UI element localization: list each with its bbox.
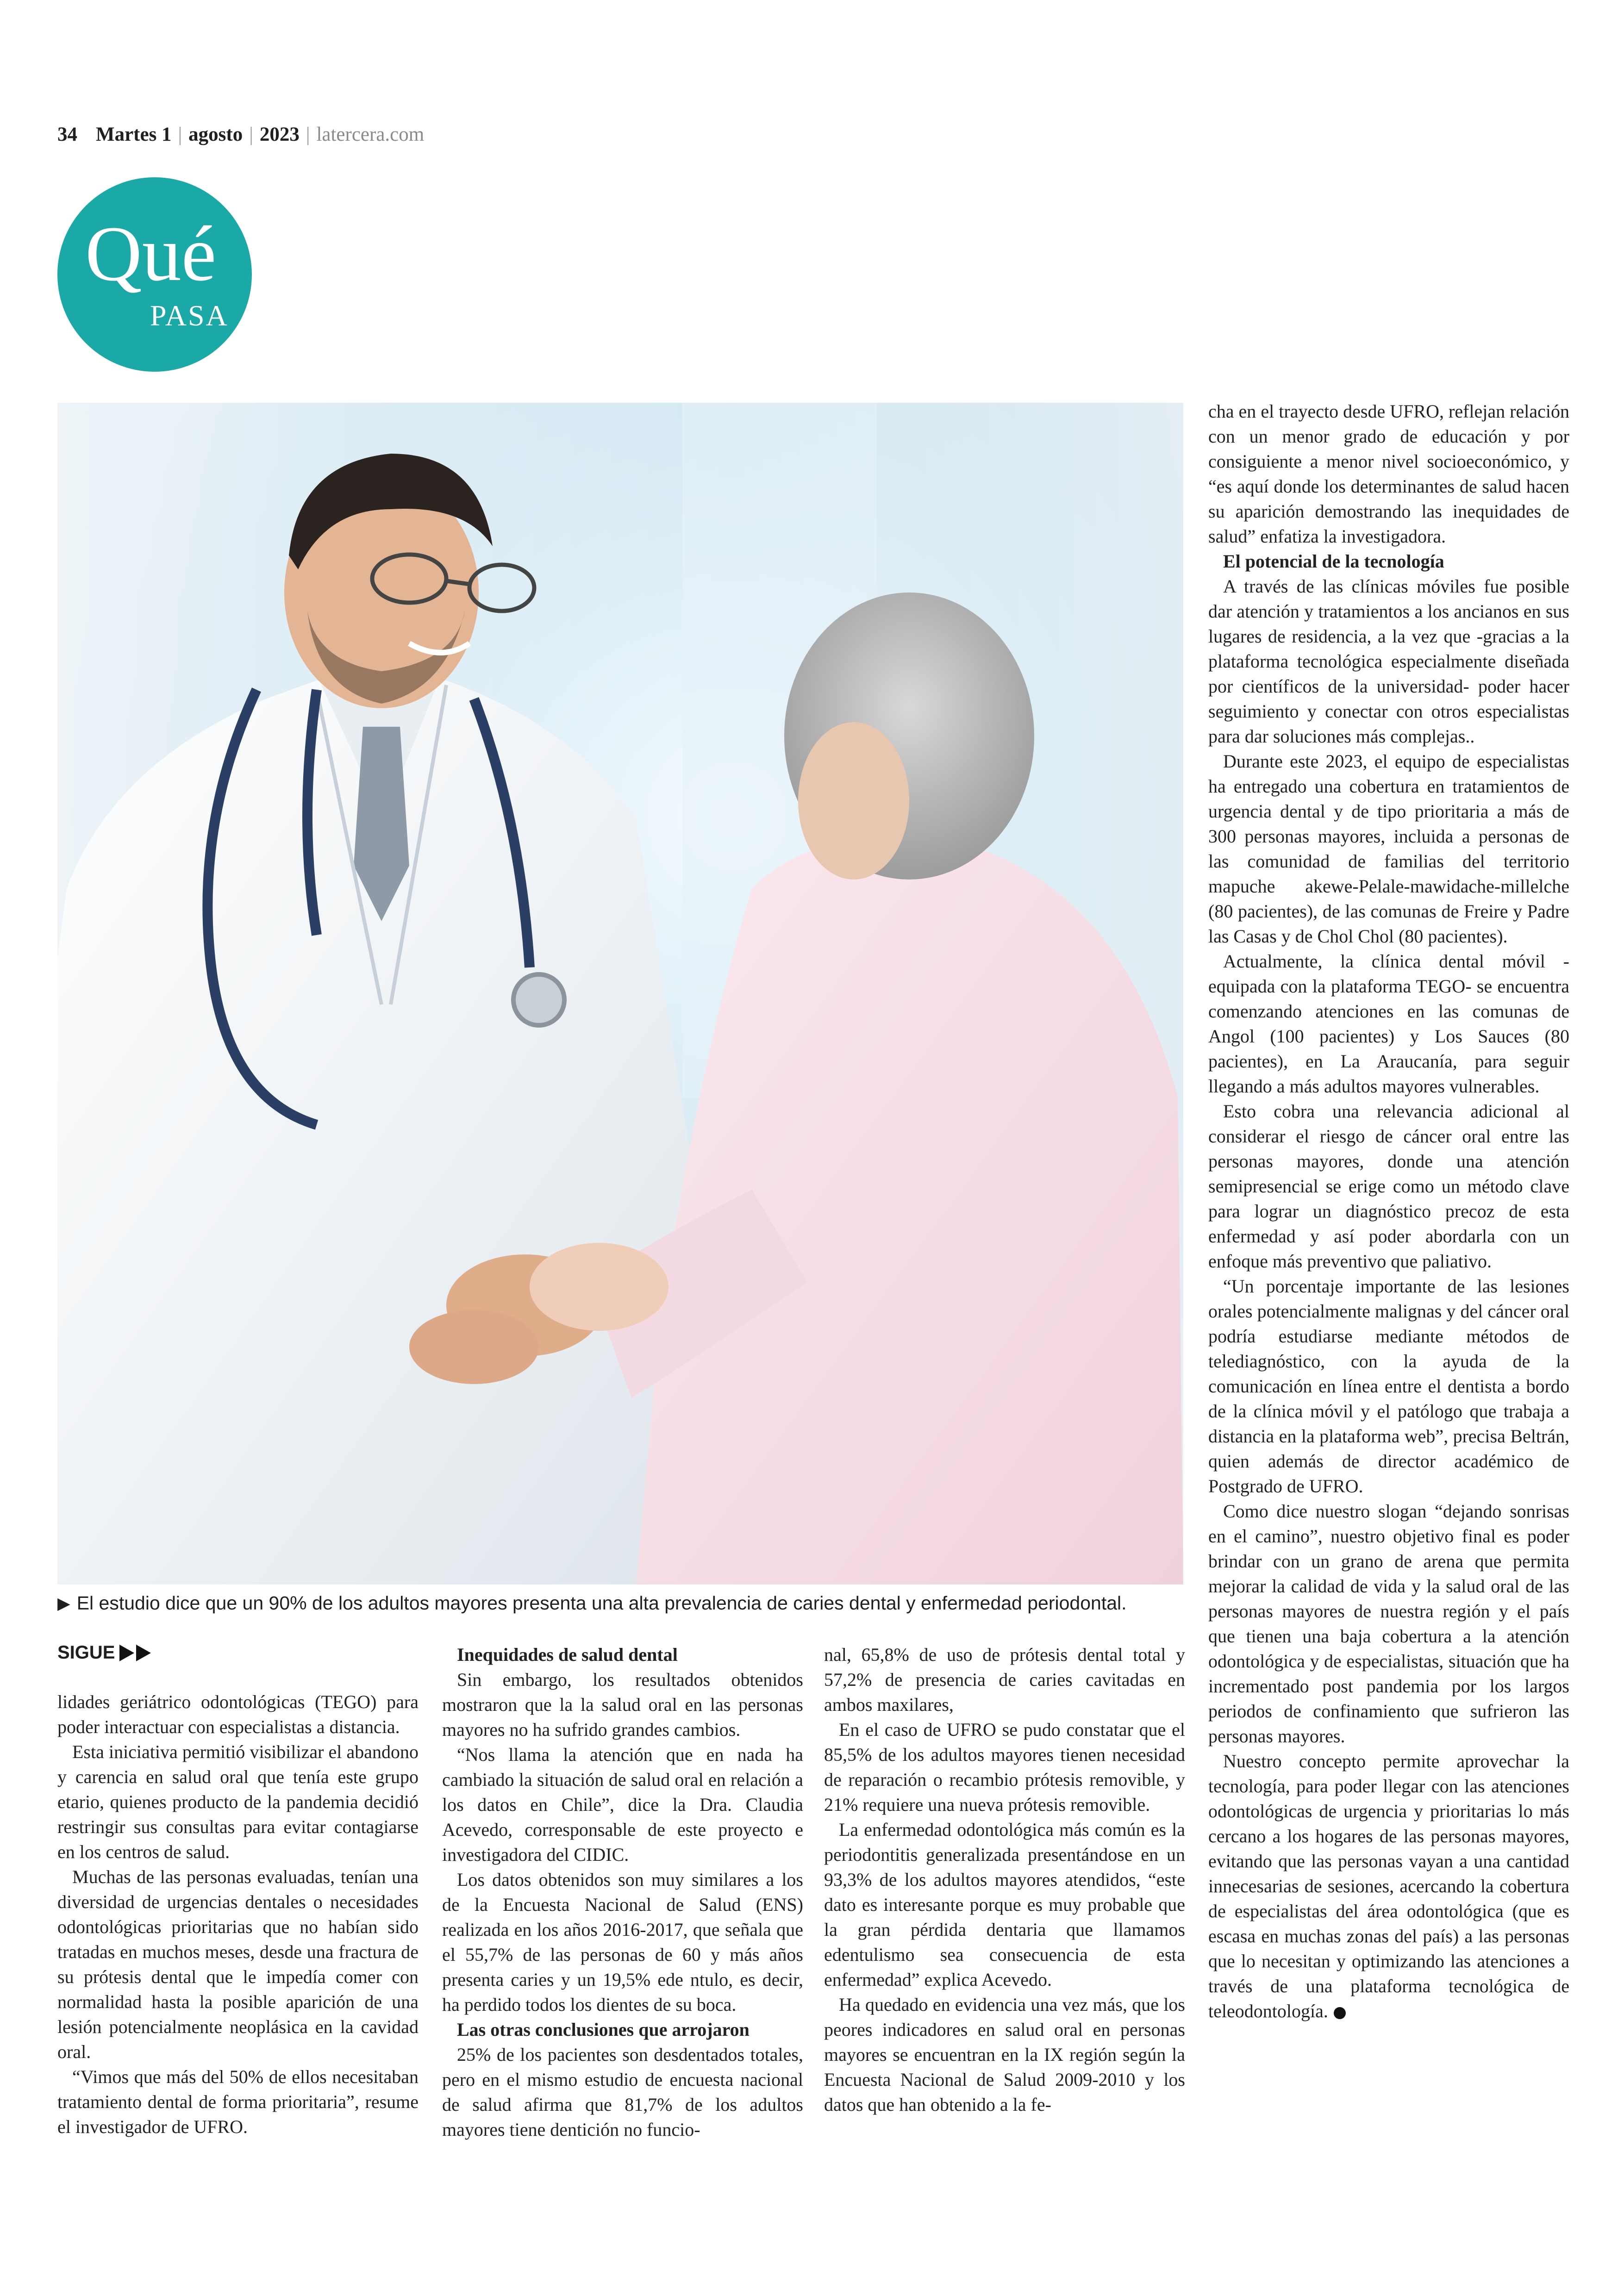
article-column-2: [442, 1642, 803, 2142]
header-separator: |: [306, 124, 310, 145]
que-pasa-logo: [57, 177, 252, 372]
end-mark-icon: [1334, 2007, 1346, 2019]
paragraph: cha en el trayecto desde UFRO, reflejan relación con un menor grado de educación y por consiguiente a menor nivel socioeconómico, y “es aquí donde los determinantes de salud hacen su aparición demostrando las inequidades de salud” enfatiza la investigadora.: [1208, 401, 1569, 547]
paragraph: Muchas de las personas evaluadas, tenían una diversidad de urgencias dentales o necesidades odontológicas prioritarias que no habían sido tratadas en muchos meses, desde una fractura de su prótesis dental que le impedía comer con normalidad hasta la posible aparición de una lesión potencialmente neoplásica en la cavidad oral.: [57, 1866, 418, 2062]
logo-main-text: Qué: [85, 210, 217, 297]
paragraph: 25% de los pacientes son desdentados totales, pero en el mismo estudio de encuesta nacional de salud afirma que 81,7% de los adultos mayores tiene dentición no funcio-: [442, 2044, 803, 2140]
site-name: latercera.com: [316, 124, 425, 145]
page-header: [57, 123, 424, 151]
paragraph: Esto cobra una relevancia adicional al considerar el riesgo de cáncer oral entre las personas mayores, donde una atención semipresencial se erige como un método clave para lograr un diagnóstico precoz de esta enfermedad y así poder abordarla con un enfoque más preventivo que paliativo.: [1208, 1101, 1569, 1272]
paragraph: Actualmente, la clínica dental móvil -equipada con la plataforma TEGO- se encuentra comenzando atenciones en las comunas de Angol (100 pacientes) y Los Sauces (80 pacientes), en La Araucanía, para seguir llegando a más adultos mayores vulnerables.: [1208, 951, 1569, 1097]
article-column-1: [57, 1690, 418, 2139]
date-month: agosto: [188, 124, 243, 145]
sigue-label: SIGUE: [57, 1642, 115, 1663]
paragraph: “Vimos que más del 50% de ellos necesitaban tratamiento dental de forma prioritaria”, resume el investigador de UFRO.: [57, 2066, 418, 2137]
paragraph: “Un porcentaje importante de las lesiones orales potencialmente malignas y del cáncer oral podría estudiarse mediante métodos de telediagnóstico, con la ayuda de la comunicación en línea entre el dentista a bordo de la clínica móvil y el patólogo que trabaja a distancia en la plataforma web”, precisa Beltrán, quien además de director académico de Postgrado de UFRO.: [1208, 1276, 1569, 1497]
paragraph: Como dice nuestro slogan “dejando sonrisas en el camino”, nuestro objetivo final es poder brindar con un grano de arena que permita mejorar la calidad de vida y la salud oral de las personas mayores de nuestra región y el país que tienen una baja cobertura a la atención odontológica y de especialistas, situación que ha incrementado post pandemia por los largos periodos de confinamiento que sufrieron las personas mayores.: [1208, 1501, 1569, 1746]
photo-caption: [57, 1592, 1187, 1614]
header-separator: |: [178, 124, 182, 145]
paragraph: Esta iniciativa permitió visibilizar el abandono y carencia en salud oral que tenía este grupo etario, quienes producto de la pandemia decidió restringir sus consultas para evitar contagiarse en los centros de salud.: [57, 1741, 418, 1862]
doctor-patient-photo: [57, 403, 1183, 1584]
paragraph: La enfermedad odontológica más común es la periodontitis generalizada presentándose en un 93,3% de los adultos mayores atendidos, “este dato es interesante porque es muy probable que la gran pérdida dentaria que llamamos edentulismo sea consecuencia de esta enfermedad” explica Acevedo.: [824, 1819, 1185, 1990]
date-day: Martes 1: [96, 124, 172, 145]
caption-text: El estudio dice que un 90% de los adultos mayores presenta una alta prevalencia de caries dental y enfermedad periodontal.: [76, 1592, 1127, 1614]
section-heading: Las otras conclusiones que arrojaron: [457, 2019, 750, 2040]
paragraph: [1208, 1749, 1569, 2024]
paragraph: Los datos obtenidos son muy similares a los de la Encuesta Nacional de Salud (ENS) realizada en los años 2016-2017, que señala que el 55,7% de las personas de 60 y más años presenta caries y un 19,5% ede ntulo, es decir, ha perdido todos los dientes de su boca.: [442, 1869, 803, 2015]
paragraph: Sin embargo, los resultados obtenidos mostraron que la la salud oral en las personas mayores no ha sufrido grandes cambios.: [442, 1669, 803, 1740]
article-column-3: [824, 1642, 1185, 2117]
paragraph: “Nos llama la atención que en nada ha cambiado la situación de salud oral en relación a los datos en Chile”, dice la Dra. Claudia Acevedo, corresponsable de este proyecto e investigadora del CIDIC.: [442, 1744, 803, 1865]
paragraph: nal, 65,8% de uso de prótesis dental total y 57,2% de presencia de caries cavitadas en ambos maxilares,: [824, 1644, 1185, 1715]
logo-sub-text: PASA: [150, 299, 229, 332]
paragraph: Durante este 2023, el equipo de especialistas ha entregado una cobertura en tratamientos de urgencia dental y de tipo prioritaria a más de 300 personas mayores, incluida a personas de las comunidad de familias del territorio mapuche akewe-Pelale-mawidache-millelche (80 pacientes), de las comunas de Freire y Padre las Casas y de Chol Chol (80 pacientes).: [1208, 751, 1569, 947]
section-heading: El potencial de la tecnología: [1223, 551, 1444, 572]
paragraph: En el caso de UFRO se pudo constatar que el 85,5% de los adultos mayores tienen necesidad de reparación o recambio prótesis removible, y 21% requiere una nueva prótesis removible.: [824, 1719, 1185, 1815]
section-heading: Inequidades de salud dental: [457, 1644, 678, 1665]
photo-illustration: [57, 403, 1183, 1584]
double-arrow-icon: [119, 1645, 152, 1661]
paragraph: Ha quedado en evidencia una vez más, que los peores indicadores en salud oral en personas mayores se encuentran en la IX región según la Encuesta Nacional de Salud 2009-2010 y los datos que han obtenido a la fe-: [824, 1994, 1185, 2115]
article-column-4: [1208, 399, 1569, 2024]
page-number: 34: [57, 124, 77, 145]
paragraph: lidades geriátrico odontológicas (TEGO) para poder interactuar con especialistas a distancia.: [57, 1691, 418, 1737]
continues-marker: [57, 1642, 152, 1663]
paragraph-text: Nuestro concepto permite aprovechar la tecnología, para poder llegar con las atenciones odontológicas de urgencia y prioritarias lo más cercano a los hogares de las personas mayores, evitando que las personas vayan a una cantidad innecesarias de sesiones, acercando la cobertura de especialistas del área odontológica (que es escasa en muchas zonas del país) a las personas que lo necesitan y optimizando las atenciones a través de una plataforma tecnológica de teleodontología.: [1208, 1751, 1569, 2021]
date-year: 2023: [259, 124, 300, 145]
header-separator: |: [249, 124, 253, 145]
paragraph: A través de las clínicas móviles fue posible dar atención y tratamientos a los ancianos en sus lugares de residencia, a la vez que -gracias a la plataforma tecnológica especialmente diseñada por científicos de la universidad- poder hacer seguimiento y conectar con otros especialistas para dar soluciones más complejas..: [1208, 576, 1569, 747]
caption-arrow-icon: ▶: [57, 1593, 70, 1613]
